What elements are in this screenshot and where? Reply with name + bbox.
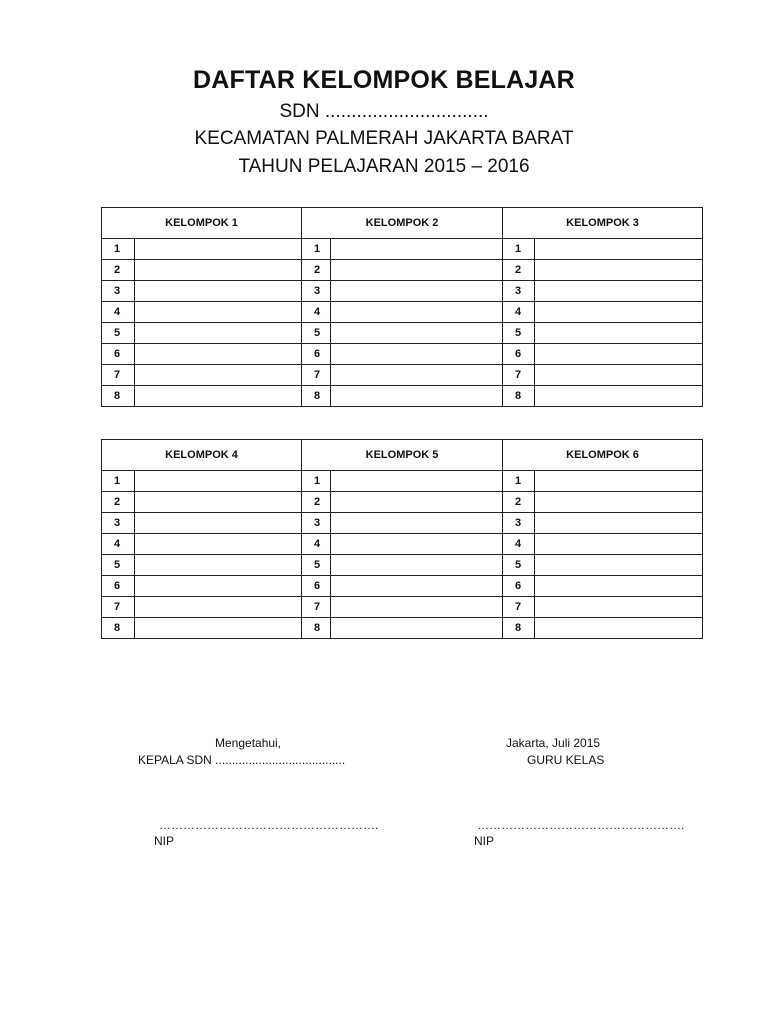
row-number: 5 xyxy=(503,323,535,344)
row-number: 7 xyxy=(503,597,535,618)
row-number: 6 xyxy=(503,576,535,597)
member-name-cell xyxy=(331,302,503,323)
row-number: 5 xyxy=(503,555,535,576)
row-number: 1 xyxy=(102,471,135,492)
member-name-cell xyxy=(535,576,703,597)
row-number: 6 xyxy=(102,576,135,597)
row-number: 4 xyxy=(503,534,535,555)
member-name-cell xyxy=(331,576,503,597)
member-name-cell xyxy=(135,597,302,618)
member-name-cell xyxy=(535,597,703,618)
table-row xyxy=(102,281,703,302)
row-number: 2 xyxy=(302,492,331,513)
table-row xyxy=(102,534,703,555)
group-header: KELOMPOK 3 xyxy=(503,208,703,239)
table-row xyxy=(102,323,703,344)
member-name-cell xyxy=(135,386,302,407)
member-name-cell xyxy=(535,281,703,302)
row-number: 4 xyxy=(102,534,135,555)
member-name-cell xyxy=(331,281,503,302)
member-name-cell xyxy=(331,597,503,618)
row-number: 1 xyxy=(302,239,331,260)
group-header: KELOMPOK 5 xyxy=(302,440,503,471)
group-header: KELOMPOK 6 xyxy=(503,440,703,471)
row-number: 3 xyxy=(102,513,135,534)
row-number: 8 xyxy=(503,618,535,639)
group-header: KELOMPOK 1 xyxy=(102,208,302,239)
row-number: 2 xyxy=(102,492,135,513)
row-number: 1 xyxy=(503,239,535,260)
member-name-cell xyxy=(331,555,503,576)
member-name-cell xyxy=(135,302,302,323)
row-number: 8 xyxy=(302,386,331,407)
row-number: 3 xyxy=(302,513,331,534)
member-name-cell xyxy=(535,555,703,576)
table-row xyxy=(102,386,703,407)
place-date: Jakarta, Juli 2015 xyxy=(506,736,601,750)
row-number: 8 xyxy=(503,386,535,407)
member-name-cell xyxy=(331,513,503,534)
member-name-cell xyxy=(535,302,703,323)
member-name-cell xyxy=(535,365,703,386)
row-number: 4 xyxy=(102,302,135,323)
member-name-cell xyxy=(331,323,503,344)
group-header: KELOMPOK 2 xyxy=(302,208,503,239)
row-number: 6 xyxy=(503,344,535,365)
row-number: 7 xyxy=(302,597,331,618)
teacher-signature-line: ……………………………………………. xyxy=(477,818,685,832)
row-number: 8 xyxy=(102,618,135,639)
table-row xyxy=(102,344,703,365)
member-name-cell xyxy=(535,534,703,555)
teacher-nip-label: NIP xyxy=(474,834,495,848)
member-name-cell xyxy=(135,534,302,555)
row-number: 2 xyxy=(503,492,535,513)
row-number: 4 xyxy=(302,534,331,555)
principal-role: KEPALA SDN ....................................... xyxy=(138,753,346,767)
table-row xyxy=(102,239,703,260)
member-name-cell xyxy=(331,492,503,513)
member-name-cell xyxy=(331,534,503,555)
row-number: 1 xyxy=(503,471,535,492)
principal-signature-line: ………………………………………………. xyxy=(159,818,379,832)
group-table-2 xyxy=(101,439,703,639)
district-name: KECAMATAN PALMERAH JAKARTA BARAT xyxy=(194,128,574,149)
table-row xyxy=(102,365,703,386)
member-name-cell xyxy=(135,344,302,365)
row-number: 8 xyxy=(102,386,135,407)
member-name-cell xyxy=(135,492,302,513)
row-number: 6 xyxy=(302,576,331,597)
table-row xyxy=(102,555,703,576)
principal-nip-label: NIP xyxy=(154,834,175,848)
group-header: KELOMPOK 4 xyxy=(102,440,302,471)
row-number: 6 xyxy=(302,344,331,365)
row-number: 4 xyxy=(503,302,535,323)
member-name-cell xyxy=(331,365,503,386)
member-name-cell xyxy=(535,260,703,281)
table-row xyxy=(102,492,703,513)
row-number: 1 xyxy=(302,471,331,492)
table-row xyxy=(102,618,703,639)
member-name-cell xyxy=(135,576,302,597)
table-row xyxy=(102,302,703,323)
member-name-cell xyxy=(535,239,703,260)
row-number: 3 xyxy=(302,281,331,302)
member-name-cell xyxy=(331,344,503,365)
table-row xyxy=(102,471,703,492)
member-name-cell xyxy=(535,492,703,513)
row-number: 6 xyxy=(102,344,135,365)
member-name-cell xyxy=(331,618,503,639)
row-number: 2 xyxy=(503,260,535,281)
row-number: 2 xyxy=(102,260,135,281)
row-number: 3 xyxy=(503,281,535,302)
member-name-cell xyxy=(135,239,302,260)
row-number: 8 xyxy=(302,618,331,639)
table-row xyxy=(102,576,703,597)
row-number: 5 xyxy=(302,323,331,344)
teacher-role: GURU KELAS xyxy=(527,753,605,767)
table-row xyxy=(102,260,703,281)
member-name-cell xyxy=(135,555,302,576)
member-name-cell xyxy=(135,365,302,386)
row-number: 5 xyxy=(302,555,331,576)
member-name-cell xyxy=(135,281,302,302)
member-name-cell xyxy=(535,386,703,407)
member-name-cell xyxy=(331,471,503,492)
group-table-1 xyxy=(101,207,703,407)
member-name-cell xyxy=(331,386,503,407)
member-name-cell xyxy=(135,323,302,344)
document-title: DAFTAR KELOMPOK BELAJAR xyxy=(193,66,575,94)
row-number: 7 xyxy=(102,597,135,618)
row-number: 2 xyxy=(302,260,331,281)
member-name-cell xyxy=(535,513,703,534)
row-number: 5 xyxy=(102,323,135,344)
school-name: SDN ............................... xyxy=(279,101,489,122)
member-name-cell xyxy=(135,513,302,534)
row-number: 3 xyxy=(503,513,535,534)
row-number: 7 xyxy=(503,365,535,386)
row-number: 4 xyxy=(302,302,331,323)
row-number: 7 xyxy=(302,365,331,386)
table-row xyxy=(102,513,703,534)
table-row xyxy=(102,597,703,618)
acknowledged-label: Mengetahui, xyxy=(215,736,282,750)
member-name-cell xyxy=(135,260,302,281)
row-number: 5 xyxy=(102,555,135,576)
member-name-cell xyxy=(535,618,703,639)
member-name-cell xyxy=(135,618,302,639)
member-name-cell xyxy=(331,239,503,260)
row-number: 7 xyxy=(102,365,135,386)
member-name-cell xyxy=(331,260,503,281)
member-name-cell xyxy=(135,471,302,492)
member-name-cell xyxy=(535,471,703,492)
row-number: 1 xyxy=(102,239,135,260)
academic-year: TAHUN PELAJARAN 2015 – 2016 xyxy=(238,156,530,177)
member-name-cell xyxy=(535,323,703,344)
member-name-cell xyxy=(535,344,703,365)
row-number: 3 xyxy=(102,281,135,302)
